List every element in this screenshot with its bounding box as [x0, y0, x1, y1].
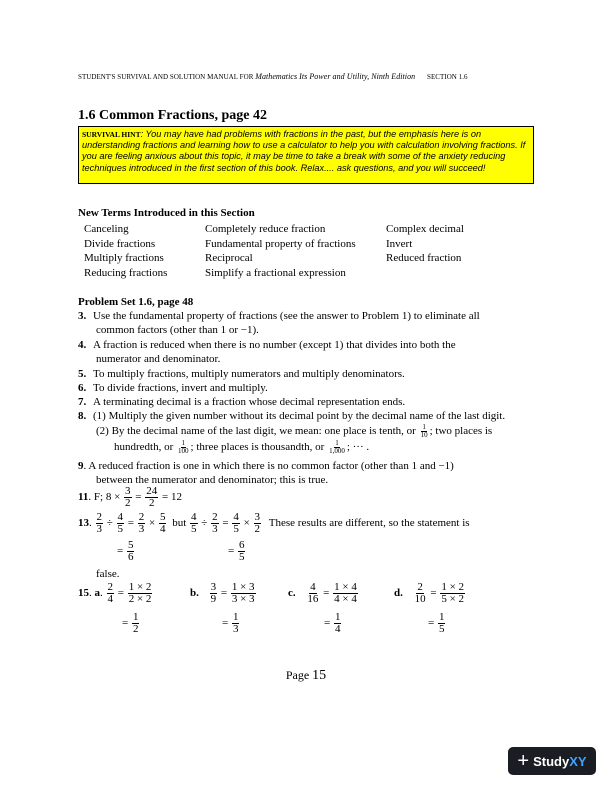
fraction [138, 512, 146, 535]
denominator: 5 [438, 623, 445, 635]
operator: ÷ [201, 517, 208, 530]
logo-study: Study [533, 753, 570, 769]
equals-sign: = [430, 587, 437, 600]
fraction [127, 540, 135, 563]
term: Completely reduce fraction [205, 223, 326, 235]
problem-text: . A reduced fraction is one in which there is no common factor (other than 1 and −1) [83, 460, 454, 472]
numerator: 5 [127, 539, 134, 551]
problem-text: A terminating decimal is a fraction whose decimal representation ends. [93, 396, 406, 408]
denominator: 1,000 [329, 447, 345, 455]
operator: × [149, 517, 156, 530]
term: Reducing fractions [84, 267, 168, 279]
denominator: 5 [117, 523, 124, 535]
problem-13-false: false. [96, 568, 120, 580]
equals-sign: = [127, 517, 135, 530]
part-label: a [94, 587, 100, 600]
plus-icon: + [517, 750, 530, 772]
problem-15d-result [428, 612, 446, 635]
problem-number: 11 [78, 491, 89, 504]
equals-sign: = [122, 617, 129, 630]
text: hundredth, or [114, 441, 174, 454]
problem-text: To divide fractions, invert and multiply. [93, 382, 268, 394]
problem-text: Use the fundamental property of fractions (see the answer to Problem 1) to eliminate all [93, 310, 480, 322]
term: Reciprocal [205, 252, 253, 264]
denominator: 4 [107, 593, 113, 605]
problem-text: To multiply fractions, multiply numerators and multiply denominators. [93, 368, 405, 380]
fraction [254, 512, 262, 535]
hint-text: : You may have had problems with fractions in the past, but the emphasis here is on understanding fractions and learning how to use a calculator to help you with calculation involving fractions. If you are feeling anxious about this topic, it may be time to take a break with some of the anxiety reducing techniques introduced in the first section of this book. Relax.... ask questions, and you will succeed! [82, 129, 526, 173]
numerator: 1 [334, 611, 341, 623]
problem-13-result-2 [228, 540, 246, 563]
denominator: 5 × 2 [441, 593, 465, 605]
problem-15c [288, 582, 359, 605]
problem-3-cont: common factors (other than 1 or −1). [96, 324, 259, 336]
problem-7 [78, 396, 405, 408]
term: Fundamental property of fractions [205, 238, 356, 250]
equals-sign: = [135, 491, 142, 504]
numerator: 1 × 4 [334, 581, 357, 593]
term: Simplify a fractional expression [205, 267, 346, 279]
denominator: 2 × 2 [128, 593, 152, 605]
terms-heading: New Terms Introduced in this Section [78, 207, 255, 219]
survival-hint-box [78, 126, 534, 184]
fraction [306, 582, 319, 605]
fraction [231, 582, 256, 605]
numerator: 2 [417, 581, 423, 593]
fraction [159, 512, 167, 535]
text: ; ··· . [346, 441, 370, 454]
denominator: 10 [420, 431, 428, 439]
problem-9-cont: between the numerator and denominator; this is true. [96, 474, 329, 486]
fraction [132, 612, 140, 635]
term: Complex decimal [386, 223, 464, 235]
denominator: 5 [233, 523, 239, 535]
denominator: 3 [212, 523, 218, 535]
text: = 12 [162, 491, 182, 504]
numerator: 1 [422, 423, 426, 431]
denominator: 3 [138, 523, 145, 535]
numerator: 1 [335, 439, 339, 447]
problem-number: 5. [78, 368, 87, 380]
problem-4 [78, 339, 456, 351]
numerator: 1 [438, 611, 445, 623]
fraction [211, 512, 219, 535]
denominator: 4 [334, 623, 341, 635]
problem-number: 15 [78, 587, 89, 600]
equals-sign: = [428, 617, 435, 630]
problem-set-heading: Problem Set 1.6, page 48 [78, 296, 194, 308]
problem-text: (1) Multiply the given number without its decimal point by the decimal name of the last digit. [93, 410, 506, 422]
part-label: b. [190, 587, 199, 600]
denominator: 2 [132, 623, 139, 635]
fraction [210, 582, 218, 605]
problem-number: 3. [78, 310, 87, 322]
text: . [89, 517, 92, 530]
numerator: 1 [232, 611, 239, 623]
problem-8 [78, 410, 505, 422]
problem-4-cont: numerator and denominator. [96, 353, 221, 365]
denominator: 4 × 4 [334, 593, 357, 605]
numerator: 1 × 2 [128, 581, 152, 593]
fraction [107, 582, 115, 605]
problem-15b-result [222, 612, 240, 635]
numerator: 1 × 2 [441, 581, 465, 593]
fraction-1-10 [420, 424, 429, 439]
part-label: d. [394, 587, 403, 600]
problem-9 [78, 460, 454, 472]
fraction-1-1000 [328, 440, 346, 455]
term: Invert [386, 238, 413, 250]
problem-8-part-2-cont [114, 440, 369, 455]
term: Reduced fraction [386, 252, 462, 264]
denominator: 2 [149, 497, 155, 509]
equals-sign: = [324, 617, 331, 630]
numerator: 3 [210, 581, 217, 593]
text: ; two places is [429, 425, 493, 438]
fraction [238, 540, 246, 563]
numerator: 2 [96, 511, 102, 523]
numerator: 24 [146, 485, 158, 497]
text: . [89, 587, 92, 600]
problem-number: 4. [78, 339, 87, 351]
operator: ÷ [106, 517, 113, 530]
equals-sign: = [222, 617, 229, 630]
equals-sign: = [222, 517, 229, 530]
text: These results are different, so the statement is [268, 517, 470, 530]
problem-3 [78, 310, 480, 322]
running-header [78, 72, 468, 81]
numerator: 6 [238, 539, 245, 551]
numerator: 2 [212, 511, 218, 523]
numerator: 5 [159, 511, 166, 523]
denominator: 2 [254, 523, 261, 535]
hint-label: SURVIVAL HINT [82, 130, 141, 139]
problem-15a-result [122, 612, 140, 635]
fraction [440, 582, 465, 605]
problem-15: 15. a. $\frac{2}{4}$ = $\frac{1 \times 2}{2 \times 2}$ [78, 581, 152, 605]
page-number-value: 15 [312, 668, 327, 683]
problem-6 [78, 382, 268, 394]
denominator: 5 [191, 523, 197, 535]
problem-13-result-1 [117, 540, 135, 563]
numerator: 4 [191, 511, 197, 523]
numerator: 1 × 3 [231, 581, 255, 593]
logo-xy: XY [569, 753, 587, 769]
fraction [190, 512, 198, 535]
term: Divide fractions [84, 238, 156, 250]
problem-8-part-2 [96, 424, 492, 439]
logo-text [533, 754, 586, 769]
text: but [172, 517, 187, 530]
numerator: 4 [233, 511, 239, 523]
fraction [96, 512, 104, 535]
problem-number: 13 [78, 517, 89, 530]
numerator: 4 [310, 581, 316, 593]
denominator: 3 × 3 [231, 593, 255, 605]
equals-sign: = [228, 545, 235, 558]
text: ; three places is thousandth, or [190, 441, 325, 454]
numerator: 2 [107, 581, 113, 593]
page-label: Page [285, 668, 310, 682]
studyxy-logo-button[interactable] [508, 747, 596, 775]
denominator: 100 [178, 447, 189, 455]
problem-11 [78, 486, 182, 509]
term: Multiply fractions [84, 252, 164, 264]
problem-15c-result [324, 612, 342, 635]
fraction [145, 486, 158, 509]
fraction [438, 612, 446, 635]
equals-sign: = [323, 587, 330, 600]
fraction [128, 582, 153, 605]
fraction [232, 512, 240, 535]
numerator: 1 [181, 439, 186, 447]
denominator: 16 [307, 593, 319, 605]
equals-sign: = [117, 587, 124, 600]
problem-text: A fraction is reduced when there is no number (except 1) that divides into both the [93, 339, 456, 351]
operator: × [243, 517, 250, 530]
problem-number: 6. [78, 382, 87, 394]
numerator: 4 [117, 511, 124, 523]
denominator: 9 [210, 593, 217, 605]
text: . F; 8 × [88, 491, 121, 504]
section-title: 1.6 Common Fractions, page 42 [78, 108, 267, 123]
problem-15d [394, 582, 466, 605]
numerator: 1 [132, 611, 139, 623]
problem-13 [78, 512, 470, 535]
equals-sign: = [220, 587, 228, 600]
denominator: 3 [96, 523, 102, 535]
fraction-1-100 [177, 440, 190, 455]
numerator: 2 [138, 511, 145, 523]
fraction [333, 582, 358, 605]
header-section: SECTION 1.6 [427, 73, 468, 81]
numerator: 3 [125, 485, 131, 497]
page-number [0, 668, 612, 684]
problem-number: 8. [78, 410, 87, 422]
header-book-title: Mathematics Its Power and Utility, Ninth Edition [255, 72, 416, 81]
term: Canceling [84, 223, 129, 235]
fraction [232, 612, 240, 635]
problem-5 [78, 368, 405, 380]
denominator: 4 [159, 523, 166, 535]
fraction [334, 612, 342, 635]
denominator: 5 [238, 551, 245, 563]
problem-number: 9 [78, 460, 84, 472]
denominator: 2 [125, 497, 131, 509]
denominator: 6 [127, 551, 134, 563]
fraction [124, 486, 132, 509]
header-prefix: STUDENT'S SURVIVAL AND SOLUTION MANUAL FOR [78, 73, 254, 81]
problem-number: 7. [78, 396, 87, 408]
text: (2) By the decimal name of the last digit, we mean: one place is tenth, or [96, 425, 416, 438]
part-label: c. [288, 587, 296, 600]
numerator: 3 [254, 511, 261, 523]
denominator: 10 [414, 593, 426, 605]
denominator: 3 [232, 623, 239, 635]
problem-15b [190, 582, 257, 605]
fraction [117, 512, 125, 535]
equals-sign: = [117, 545, 124, 558]
fraction [414, 582, 427, 605]
